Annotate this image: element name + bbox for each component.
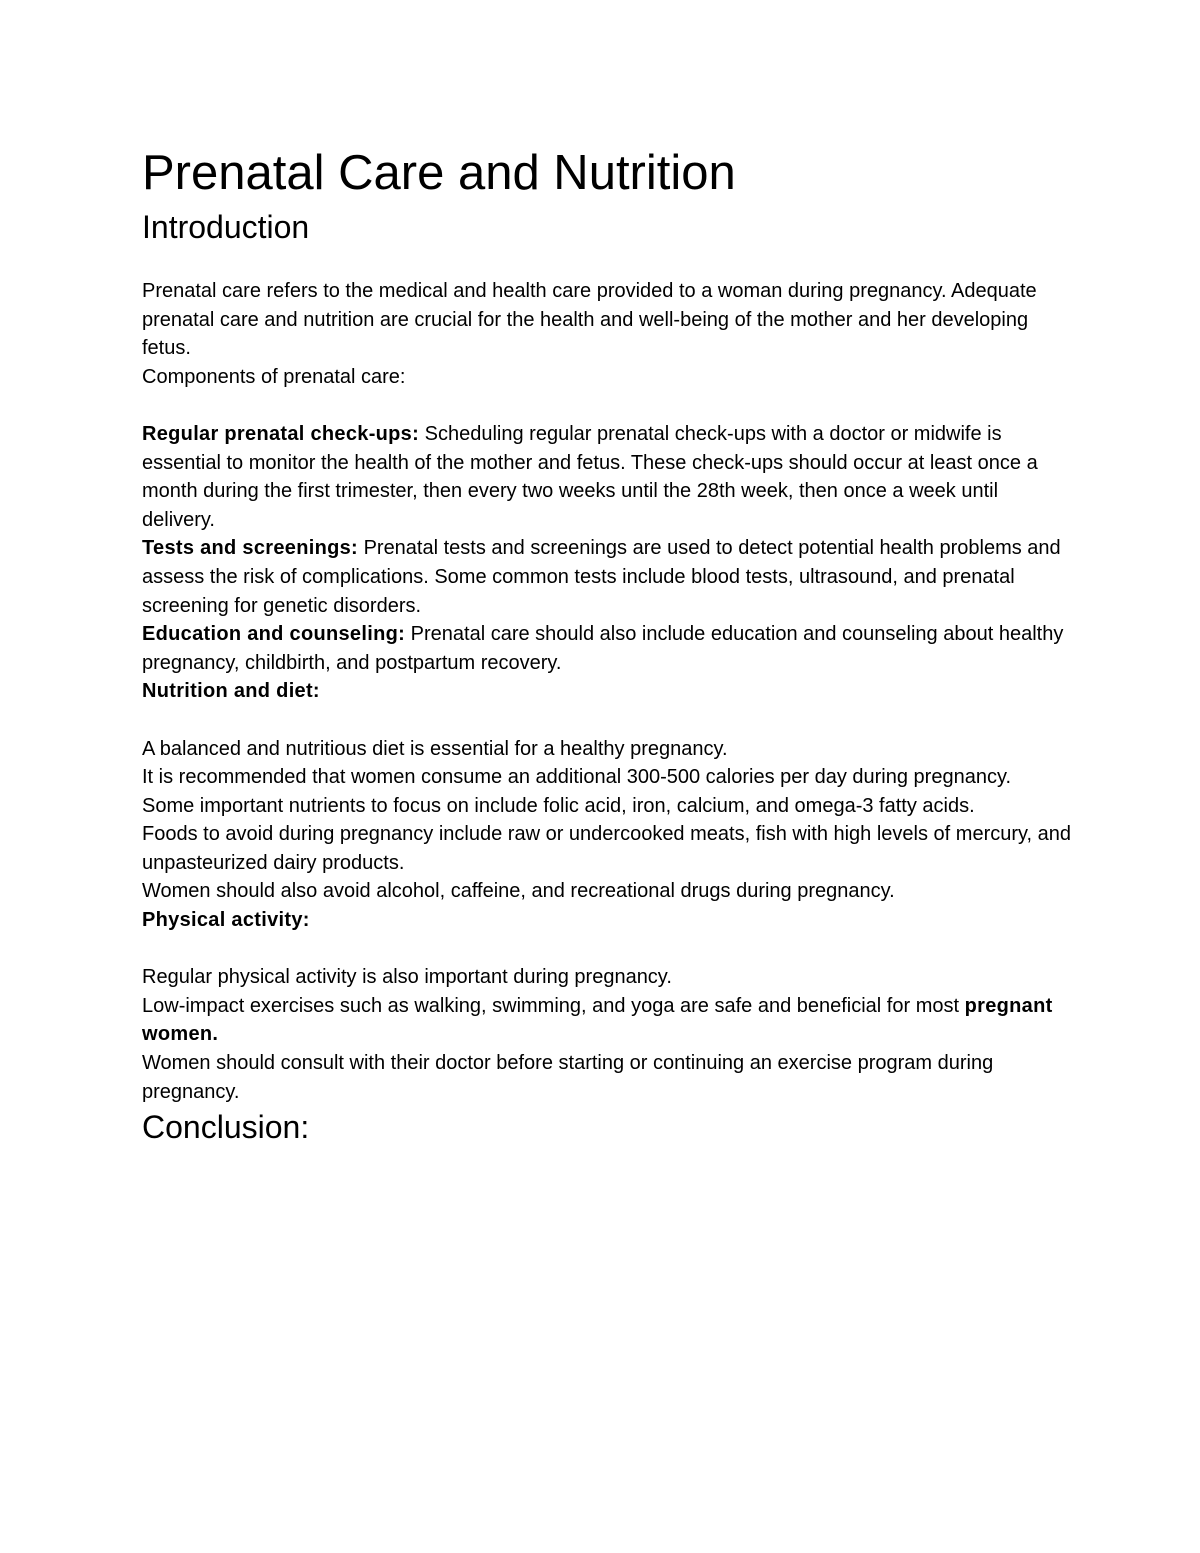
component-education-label: Education and counseling: xyxy=(142,623,406,646)
introduction-paragraph: Prenatal care refers to the medical and health care provided to a woman during pregnancy. Adequate prenatal care and nutrition are crucial for the health and well-being of the mother and her developing fetus. xyxy=(142,280,1037,360)
nutrition-line: Some important nutrients to focus on include folic acid, iron, calcium, and omega-3 fatty acids. xyxy=(142,794,975,817)
component-checkups-label: Regular prenatal check-ups: xyxy=(142,422,420,445)
conclusion-heading: Conclusion: xyxy=(142,1109,310,1146)
physical-label-line xyxy=(142,906,1072,935)
components-label: Components of prenatal care: xyxy=(142,365,406,388)
nutrition-line: A balanced and nutritious diet is essential for a healthy pregnancy. xyxy=(142,737,728,760)
physical-line-2-text: Low-impact exercises such as walking, swimming, and yoga are safe and beneficial for most xyxy=(142,994,960,1017)
physical-line-2-bold: pregnant women. xyxy=(142,994,1053,1046)
component-checkups-text: Scheduling regular prenatal check-ups with a doctor or midwife is essential to monitor the health of the mother and fetus. These check-ups should occur at least once a month during the first trimester, then every two weeks until the 28th week, then once a week until delivery. xyxy=(142,422,1038,531)
nutrition-line: Women should also avoid alcohol, caffeine, and recreational drugs during pregnancy. xyxy=(142,880,895,903)
component-tests xyxy=(142,534,1072,620)
component-education xyxy=(142,620,1072,677)
nutrition-label: Nutrition and diet: xyxy=(142,680,320,703)
component-education-text: Prenatal care should also include education and counseling about healthy pregnancy, childbirth, and postpartum recovery. xyxy=(142,623,1064,674)
physical-line-1: Regular physical activity is also important during pregnancy. xyxy=(142,966,672,989)
document-body xyxy=(142,277,1072,1106)
blank-line xyxy=(142,935,1072,964)
document-content xyxy=(142,140,1072,1148)
physical-line-3: Women should consult with their doctor before starting or continuing an exercise program during pregnancy. xyxy=(142,1052,994,1103)
physical-label: Physical activity: xyxy=(142,909,310,932)
component-checkups xyxy=(142,420,1072,534)
document-title: Prenatal Care and Nutrition xyxy=(142,146,736,200)
introduction-heading: Introduction xyxy=(142,209,310,245)
nutrition-label-line xyxy=(142,677,1072,706)
nutrition-line: Foods to avoid during pregnancy include raw or undercooked meats, fish with high levels of mercury, and unpasteurized dairy products. xyxy=(142,823,1072,874)
physical-line-2 xyxy=(142,992,1072,1049)
component-tests-text: Prenatal tests and screenings are used to detect potential health problems and assess the risk of complications. Some common tests include blood tests, ultrasound, and prenatal screening for genetic disorders. xyxy=(142,537,1061,617)
nutrition-line: It is recommended that women consume an additional 300-500 calories per day during pregnancy. xyxy=(142,766,1012,789)
blank-line xyxy=(142,391,1072,420)
blank-line xyxy=(142,706,1072,735)
component-tests-label: Tests and screenings: xyxy=(142,537,358,560)
